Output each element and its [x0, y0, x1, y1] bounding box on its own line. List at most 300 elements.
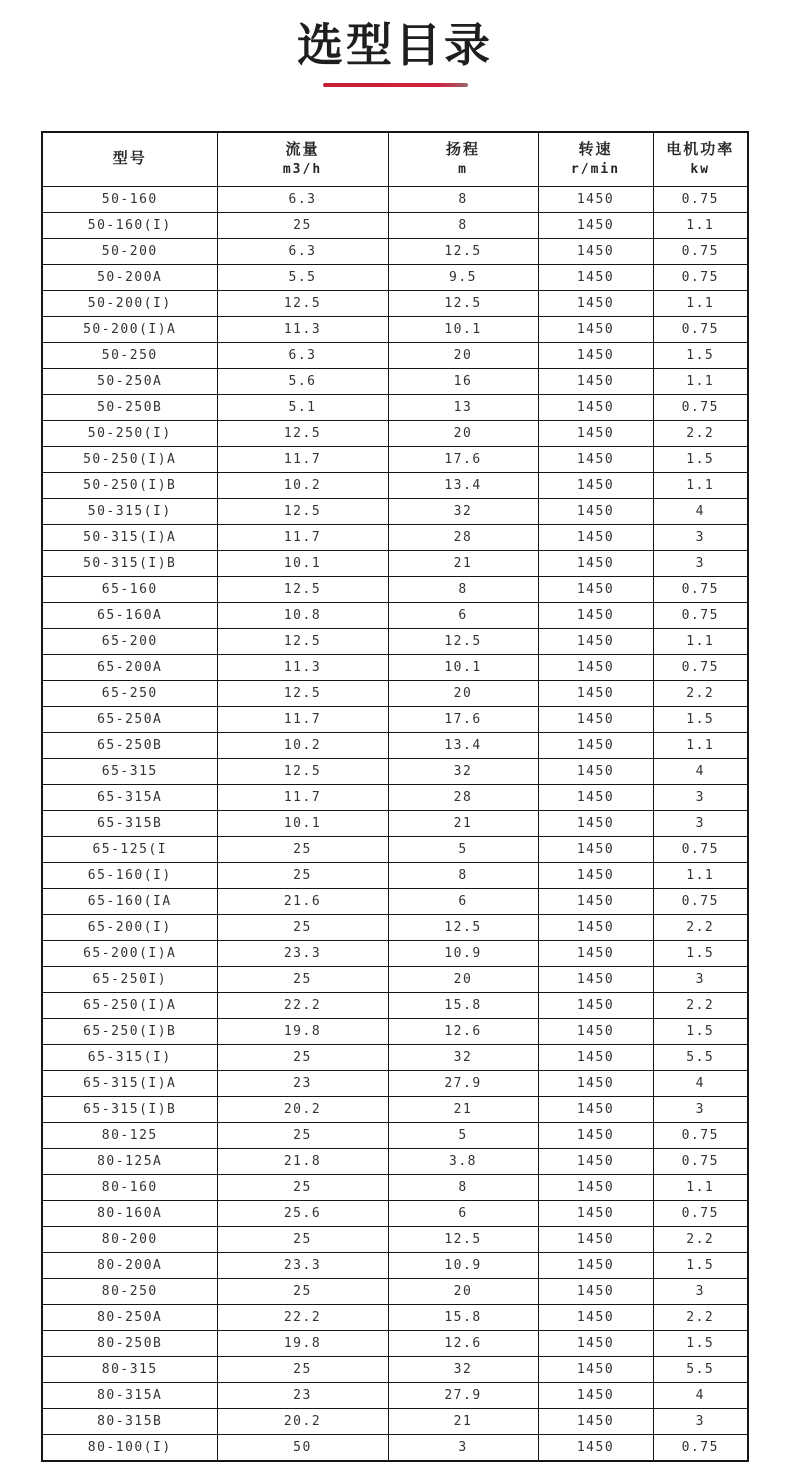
- model-cell: 50-160(I): [42, 212, 217, 238]
- flow-cell: 10.1: [217, 550, 388, 576]
- power-cell: 0.75: [653, 394, 748, 420]
- header-model-label: 型号: [112, 150, 147, 168]
- table-row: [42, 940, 748, 966]
- speed-cell: 1450: [538, 550, 653, 576]
- flow-cell: 6.3: [217, 342, 388, 368]
- head-cell: 20: [388, 680, 538, 706]
- speed-cell: 1450: [538, 264, 653, 290]
- head-cell: 8: [388, 576, 538, 602]
- head-cell: 3.8: [388, 1148, 538, 1174]
- flow-cell: 19.8: [217, 1330, 388, 1356]
- table-row: [42, 966, 748, 992]
- table-row: [42, 992, 748, 1018]
- table-row: [42, 316, 748, 342]
- table-row: [42, 264, 748, 290]
- head-cell: 10.9: [388, 940, 538, 966]
- speed-cell: 1450: [538, 1018, 653, 1044]
- power-cell: 3: [653, 524, 748, 550]
- table-row: [42, 342, 748, 368]
- head-cell: 12.6: [388, 1330, 538, 1356]
- flow-cell: 6.3: [217, 186, 388, 212]
- model-cell: 65-250(I)B: [42, 1018, 217, 1044]
- speed-cell: 1450: [538, 576, 653, 602]
- table-row: [42, 186, 748, 212]
- power-cell: 0.75: [653, 264, 748, 290]
- table-row: [42, 368, 748, 394]
- model-cell: 80-125: [42, 1122, 217, 1148]
- model-cell: 80-315A: [42, 1382, 217, 1408]
- head-cell: 21: [388, 810, 538, 836]
- model-cell: 65-250I): [42, 966, 217, 992]
- power-cell: 1.1: [653, 628, 748, 654]
- header-flow: [217, 132, 388, 187]
- model-cell: 50-315(I): [42, 498, 217, 524]
- head-cell: 13.4: [388, 732, 538, 758]
- speed-cell: 1450: [538, 446, 653, 472]
- head-cell: 8: [388, 186, 538, 212]
- model-cell: 65-160(IA: [42, 888, 217, 914]
- model-cell: 80-160: [42, 1174, 217, 1200]
- flow-cell: 20.2: [217, 1408, 388, 1434]
- flow-cell: 23: [217, 1070, 388, 1096]
- power-cell: 2.2: [653, 680, 748, 706]
- head-cell: 15.8: [388, 1304, 538, 1330]
- power-cell: 0.75: [653, 1434, 748, 1461]
- flow-cell: 12.5: [217, 680, 388, 706]
- model-cell: 50-200(I): [42, 290, 217, 316]
- speed-cell: 1450: [538, 1148, 653, 1174]
- flow-cell: 11.7: [217, 706, 388, 732]
- speed-cell: 1450: [538, 706, 653, 732]
- speed-cell: 1450: [538, 1226, 653, 1252]
- speed-cell: 1450: [538, 1096, 653, 1122]
- table-row: [42, 446, 748, 472]
- head-cell: 12.5: [388, 628, 538, 654]
- flow-cell: 10.8: [217, 602, 388, 628]
- header-power: [653, 132, 748, 187]
- power-cell: 0.75: [653, 316, 748, 342]
- model-cell: 50-200: [42, 238, 217, 264]
- flow-cell: 25: [217, 836, 388, 862]
- table-row: [42, 1408, 748, 1434]
- speed-cell: 1450: [538, 1330, 653, 1356]
- table-row: [42, 1070, 748, 1096]
- speed-cell: 1450: [538, 888, 653, 914]
- header-row: [42, 132, 748, 187]
- speed-cell: 1450: [538, 1278, 653, 1304]
- power-cell: 4: [653, 1382, 748, 1408]
- head-cell: 6: [388, 602, 538, 628]
- model-cell: 80-160A: [42, 1200, 217, 1226]
- table-row: [42, 784, 748, 810]
- flow-cell: 21.8: [217, 1148, 388, 1174]
- table-row: [42, 758, 748, 784]
- model-cell: 80-200: [42, 1226, 217, 1252]
- model-cell: 65-250(I)A: [42, 992, 217, 1018]
- power-cell: 1.5: [653, 446, 748, 472]
- flow-cell: 11.3: [217, 654, 388, 680]
- power-cell: 3: [653, 1096, 748, 1122]
- speed-cell: 1450: [538, 1070, 653, 1096]
- model-cell: 65-160(I): [42, 862, 217, 888]
- table-row: [42, 810, 748, 836]
- model-cell: 65-250A: [42, 706, 217, 732]
- table-row: [42, 836, 748, 862]
- model-cell: 65-200(I): [42, 914, 217, 940]
- speed-cell: 1450: [538, 836, 653, 862]
- table-row: [42, 706, 748, 732]
- power-cell: 4: [653, 498, 748, 524]
- flow-cell: 25: [217, 966, 388, 992]
- table-row: [42, 680, 748, 706]
- head-cell: 13.4: [388, 472, 538, 498]
- head-cell: 21: [388, 550, 538, 576]
- head-cell: 32: [388, 498, 538, 524]
- power-cell: 2.2: [653, 914, 748, 940]
- table-row: [42, 576, 748, 602]
- speed-cell: 1450: [538, 966, 653, 992]
- model-cell: 80-250B: [42, 1330, 217, 1356]
- page-title: 选型目录: [297, 19, 493, 71]
- head-cell: 32: [388, 758, 538, 784]
- power-cell: 3: [653, 784, 748, 810]
- model-cell: 50-250A: [42, 368, 217, 394]
- header-head: [388, 132, 538, 187]
- table-row: [42, 602, 748, 628]
- flow-cell: 23: [217, 1382, 388, 1408]
- table-row: [42, 1434, 748, 1461]
- model-cell: 65-160: [42, 576, 217, 602]
- power-cell: 0.75: [653, 654, 748, 680]
- power-cell: 2.2: [653, 1226, 748, 1252]
- power-cell: 1.1: [653, 212, 748, 238]
- flow-cell: 11.3: [217, 316, 388, 342]
- flow-cell: 12.5: [217, 290, 388, 316]
- power-cell: 2.2: [653, 1304, 748, 1330]
- speed-cell: 1450: [538, 498, 653, 524]
- model-cell: 80-250: [42, 1278, 217, 1304]
- head-cell: 12.5: [388, 290, 538, 316]
- speed-cell: 1450: [538, 1200, 653, 1226]
- model-cell: 50-250(I)A: [42, 446, 217, 472]
- speed-cell: 1450: [538, 784, 653, 810]
- head-cell: 17.6: [388, 706, 538, 732]
- speed-cell: 1450: [538, 524, 653, 550]
- power-cell: 3: [653, 966, 748, 992]
- speed-cell: 1450: [538, 342, 653, 368]
- table-row: [42, 524, 748, 550]
- model-cell: 80-315: [42, 1356, 217, 1382]
- power-cell: 1.1: [653, 290, 748, 316]
- table-row: [42, 1278, 748, 1304]
- flow-cell: 20.2: [217, 1096, 388, 1122]
- flow-cell: 12.5: [217, 498, 388, 524]
- header-flow-unit: m3/h: [282, 161, 323, 177]
- head-cell: 12.5: [388, 914, 538, 940]
- model-cell: 65-315(I)B: [42, 1096, 217, 1122]
- power-cell: 1.1: [653, 732, 748, 758]
- power-cell: 1.5: [653, 706, 748, 732]
- flow-cell: 25: [217, 914, 388, 940]
- speed-cell: 1450: [538, 186, 653, 212]
- power-cell: 3: [653, 1408, 748, 1434]
- table-row: [42, 1018, 748, 1044]
- table-row: [42, 654, 748, 680]
- flow-cell: 25: [217, 212, 388, 238]
- head-cell: 10.9: [388, 1252, 538, 1278]
- speed-cell: 1450: [538, 1122, 653, 1148]
- model-cell: 80-125A: [42, 1148, 217, 1174]
- power-cell: 2.2: [653, 992, 748, 1018]
- power-cell: 0.75: [653, 238, 748, 264]
- header-speed: [538, 132, 653, 187]
- speed-cell: 1450: [538, 732, 653, 758]
- head-cell: 13: [388, 394, 538, 420]
- model-cell: 50-250: [42, 342, 217, 368]
- head-cell: 6: [388, 1200, 538, 1226]
- model-cell: 65-315A: [42, 784, 217, 810]
- table-row: [42, 550, 748, 576]
- power-cell: 0.75: [653, 836, 748, 862]
- power-cell: 3: [653, 550, 748, 576]
- head-cell: 17.6: [388, 446, 538, 472]
- table-row: [42, 238, 748, 264]
- model-cell: 65-250: [42, 680, 217, 706]
- model-cell: 80-250A: [42, 1304, 217, 1330]
- model-cell: 50-250B: [42, 394, 217, 420]
- power-cell: 4: [653, 758, 748, 784]
- power-cell: 0.75: [653, 1200, 748, 1226]
- flow-cell: 6.3: [217, 238, 388, 264]
- model-cell: 50-200(I)A: [42, 316, 217, 342]
- table-row: [42, 628, 748, 654]
- head-cell: 20: [388, 342, 538, 368]
- flow-cell: 23.3: [217, 940, 388, 966]
- table-row: [42, 498, 748, 524]
- power-cell: 1.5: [653, 940, 748, 966]
- model-cell: 50-315(I)B: [42, 550, 217, 576]
- table-row: [42, 1044, 748, 1070]
- table-row: [42, 1356, 748, 1382]
- head-cell: 28: [388, 524, 538, 550]
- flow-cell: 5.5: [217, 264, 388, 290]
- head-cell: 21: [388, 1096, 538, 1122]
- head-cell: 20: [388, 966, 538, 992]
- power-cell: 2.2: [653, 420, 748, 446]
- table-row: [42, 1122, 748, 1148]
- flow-cell: 11.7: [217, 446, 388, 472]
- flow-cell: 25: [217, 1174, 388, 1200]
- flow-cell: 12.5: [217, 420, 388, 446]
- speed-cell: 1450: [538, 680, 653, 706]
- selection-catalog-table: [41, 131, 749, 1462]
- model-cell: 80-100(I): [42, 1434, 217, 1461]
- table-row: [42, 290, 748, 316]
- flow-cell: 23.3: [217, 1252, 388, 1278]
- table-row: [42, 1200, 748, 1226]
- model-cell: 65-200(I)A: [42, 940, 217, 966]
- flow-cell: 5.6: [217, 368, 388, 394]
- power-cell: 1.1: [653, 368, 748, 394]
- speed-cell: 1450: [538, 316, 653, 342]
- model-cell: 65-250B: [42, 732, 217, 758]
- speed-cell: 1450: [538, 758, 653, 784]
- header-power-label: 电机功率: [666, 141, 735, 158]
- flow-cell: 25.6: [217, 1200, 388, 1226]
- power-cell: 1.1: [653, 1174, 748, 1200]
- model-cell: 80-200A: [42, 1252, 217, 1278]
- power-cell: 1.5: [653, 1330, 748, 1356]
- catalog-table-body: [42, 186, 748, 1461]
- table-row: [42, 1330, 748, 1356]
- power-cell: 1.5: [653, 1252, 748, 1278]
- model-cell: 65-200: [42, 628, 217, 654]
- power-cell: 5.5: [653, 1044, 748, 1070]
- head-cell: 12.5: [388, 238, 538, 264]
- head-cell: 5: [388, 1122, 538, 1148]
- model-cell: 65-160A: [42, 602, 217, 628]
- model-cell: 50-200A: [42, 264, 217, 290]
- head-cell: 16: [388, 368, 538, 394]
- table-header: [42, 132, 748, 187]
- flow-cell: 50: [217, 1434, 388, 1461]
- power-cell: 1.1: [653, 472, 748, 498]
- model-cell: 65-315B: [42, 810, 217, 836]
- table-row: [42, 862, 748, 888]
- model-cell: 65-200A: [42, 654, 217, 680]
- head-cell: 5: [388, 836, 538, 862]
- flow-cell: 21.6: [217, 888, 388, 914]
- power-cell: 0.75: [653, 1122, 748, 1148]
- header-speed-unit: r/min: [570, 161, 621, 177]
- model-cell: 65-315(I)A: [42, 1070, 217, 1096]
- table-row: [42, 212, 748, 238]
- head-cell: 21: [388, 1408, 538, 1434]
- head-cell: 3: [388, 1434, 538, 1461]
- head-cell: 10.1: [388, 654, 538, 680]
- head-cell: 15.8: [388, 992, 538, 1018]
- model-cell: 65-315: [42, 758, 217, 784]
- model-cell: 50-160: [42, 186, 217, 212]
- flow-cell: 19.8: [217, 1018, 388, 1044]
- header-model: [42, 132, 217, 187]
- table-row: [42, 472, 748, 498]
- speed-cell: 1450: [538, 810, 653, 836]
- speed-cell: 1450: [538, 1382, 653, 1408]
- model-cell: 80-315B: [42, 1408, 217, 1434]
- power-cell: 0.75: [653, 888, 748, 914]
- flow-cell: 25: [217, 1278, 388, 1304]
- title-underline-bar: [323, 83, 468, 87]
- power-cell: 0.75: [653, 576, 748, 602]
- header-speed-label: 转速: [578, 141, 613, 158]
- header-head-unit: m: [458, 161, 468, 177]
- power-cell: 4: [653, 1070, 748, 1096]
- speed-cell: 1450: [538, 602, 653, 628]
- head-cell: 12.6: [388, 1018, 538, 1044]
- table-row: [42, 732, 748, 758]
- flow-cell: 25: [217, 1356, 388, 1382]
- speed-cell: 1450: [538, 290, 653, 316]
- flow-cell: 22.2: [217, 992, 388, 1018]
- header-power-unit: kw: [690, 161, 711, 177]
- speed-cell: 1450: [538, 472, 653, 498]
- speed-cell: 1450: [538, 940, 653, 966]
- head-cell: 27.9: [388, 1382, 538, 1408]
- power-cell: 0.75: [653, 1148, 748, 1174]
- model-cell: 50-250(I)B: [42, 472, 217, 498]
- flow-cell: 5.1: [217, 394, 388, 420]
- speed-cell: 1450: [538, 654, 653, 680]
- speed-cell: 1450: [538, 992, 653, 1018]
- table-row: [42, 1252, 748, 1278]
- flow-cell: 25: [217, 1122, 388, 1148]
- speed-cell: 1450: [538, 914, 653, 940]
- table-row: [42, 888, 748, 914]
- speed-cell: 1450: [538, 394, 653, 420]
- speed-cell: 1450: [538, 1356, 653, 1382]
- speed-cell: 1450: [538, 1304, 653, 1330]
- flow-cell: 12.5: [217, 758, 388, 784]
- power-cell: 1.5: [653, 1018, 748, 1044]
- power-cell: 1.1: [653, 862, 748, 888]
- table-row: [42, 420, 748, 446]
- head-cell: 20: [388, 1278, 538, 1304]
- speed-cell: 1450: [538, 862, 653, 888]
- head-cell: 9.5: [388, 264, 538, 290]
- flow-cell: 10.1: [217, 810, 388, 836]
- head-cell: 8: [388, 862, 538, 888]
- flow-cell: 10.2: [217, 732, 388, 758]
- head-cell: 20: [388, 420, 538, 446]
- flow-cell: 12.5: [217, 576, 388, 602]
- table-row: [42, 1096, 748, 1122]
- flow-cell: 25: [217, 1044, 388, 1070]
- speed-cell: 1450: [538, 1044, 653, 1070]
- head-cell: 6: [388, 888, 538, 914]
- power-cell: 3: [653, 1278, 748, 1304]
- model-cell: 50-250(I): [42, 420, 217, 446]
- header-head-label: 扬程: [445, 141, 480, 158]
- power-cell: 0.75: [653, 602, 748, 628]
- table-row: [42, 1382, 748, 1408]
- head-cell: 32: [388, 1356, 538, 1382]
- power-cell: 5.5: [653, 1356, 748, 1382]
- head-cell: 27.9: [388, 1070, 538, 1096]
- table-row: [42, 1226, 748, 1252]
- flow-cell: 11.7: [217, 784, 388, 810]
- speed-cell: 1450: [538, 212, 653, 238]
- head-cell: 8: [388, 1174, 538, 1200]
- flow-cell: 11.7: [217, 524, 388, 550]
- head-cell: 12.5: [388, 1226, 538, 1252]
- model-cell: 65-125(I: [42, 836, 217, 862]
- table-row: [42, 1174, 748, 1200]
- flow-cell: 25: [217, 862, 388, 888]
- flow-cell: 10.2: [217, 472, 388, 498]
- head-cell: 10.1: [388, 316, 538, 342]
- speed-cell: 1450: [538, 1252, 653, 1278]
- head-cell: 32: [388, 1044, 538, 1070]
- speed-cell: 1450: [538, 1408, 653, 1434]
- table-row: [42, 1148, 748, 1174]
- table-row: [42, 394, 748, 420]
- table-row: [42, 1304, 748, 1330]
- head-cell: 8: [388, 212, 538, 238]
- model-cell: 65-315(I): [42, 1044, 217, 1070]
- model-cell: 50-315(I)A: [42, 524, 217, 550]
- power-cell: 1.5: [653, 342, 748, 368]
